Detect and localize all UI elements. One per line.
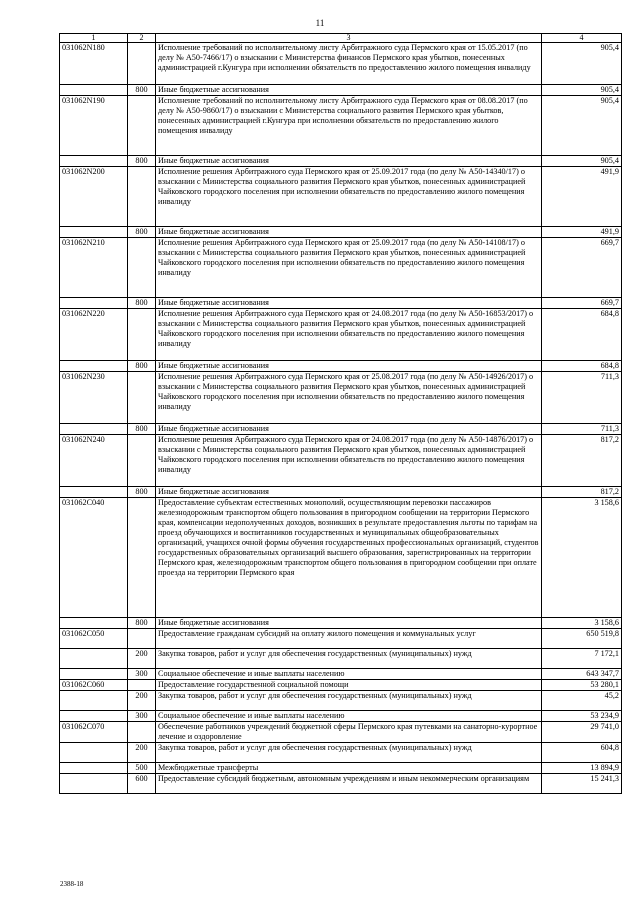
amount-cell: 15 241,3 [542, 774, 622, 794]
code-cell [60, 669, 128, 680]
amount-cell: 669,7 [542, 238, 622, 298]
code-cell [60, 487, 128, 498]
expense-type-cell: 500 [128, 763, 156, 774]
expense-type-cell: 800 [128, 361, 156, 372]
table-row [60, 361, 622, 372]
expense-type-cell [128, 435, 156, 487]
amount-cell: 53 234,9 [542, 711, 622, 722]
amount-cell: 711,3 [542, 372, 622, 424]
amount-cell: 7 172,1 [542, 649, 622, 669]
table-row [60, 649, 622, 669]
description-cell: Исполнение решения Арбитражного суда Пермского края от 24.08.2017 года (по делу № А50-14876/2017) о взыскании с Министерства социального развития Пермского края убытков, понесенных администрацией Чайковского городского поселения при исполнении обязательств по предоставлению жилого помещения инвалиду [156, 435, 542, 487]
code-cell [60, 649, 128, 669]
description-cell: Межбюджетные трансферты [156, 763, 542, 774]
code-cell [60, 298, 128, 309]
expense-type-cell: 200 [128, 743, 156, 763]
expense-type-cell: 800 [128, 487, 156, 498]
table-row [60, 156, 622, 167]
expense-type-cell: 600 [128, 774, 156, 794]
column-header: 4 [542, 34, 622, 43]
description-cell: Иные бюджетные ассигнования [156, 618, 542, 629]
description-cell: Иные бюджетные ассигнования [156, 487, 542, 498]
table-row [60, 743, 622, 763]
budget-table [59, 33, 622, 794]
code-cell [60, 85, 128, 96]
description-cell: Иные бюджетные ассигнования [156, 156, 542, 167]
amount-cell: 905,4 [542, 43, 622, 85]
code-cell: 031062N180 [60, 43, 128, 85]
amount-cell: 711,3 [542, 424, 622, 435]
table-row [60, 96, 622, 156]
table-body [60, 43, 622, 794]
description-cell: Социальное обеспечение и иные выплаты населению [156, 669, 542, 680]
expense-type-cell [128, 43, 156, 85]
description-cell: Исполнение решения Арбитражного суда Пермского края от 25.08.2017 года (по делу № А50-14926/2017) о взыскании с Министерства социального развития Пермского края убытков, понесенных администрацией Чайковского городского поселения при исполнении обязательств по предоставлению жилого помещения инвалиду [156, 372, 542, 424]
code-cell: 031062N230 [60, 372, 128, 424]
code-cell [60, 227, 128, 238]
code-cell: 031062C070 [60, 722, 128, 743]
expense-type-cell [128, 498, 156, 618]
description-cell: Иные бюджетные ассигнования [156, 85, 542, 96]
table-row [60, 43, 622, 85]
description-cell: Исполнение решения Арбитражного суда Пермского края от 25.09.2017 года (по делу № А50-14340/17) о взыскании с Министерства социального развития Пермского края убытков, понесенных администрацией Чайковского городского поселения при исполнении обязательств по предоставлению жилого помещения инвалиду [156, 167, 542, 227]
amount-cell: 3 158,6 [542, 618, 622, 629]
code-cell: 031062N240 [60, 435, 128, 487]
expense-type-cell [128, 96, 156, 156]
document-code: 2388-18 [60, 880, 84, 888]
table-row [60, 691, 622, 711]
amount-cell: 669,7 [542, 298, 622, 309]
expense-type-cell: 300 [128, 711, 156, 722]
expense-type-cell [128, 722, 156, 743]
amount-cell: 29 741,0 [542, 722, 622, 743]
column-header: 1 [60, 34, 128, 43]
table-row [60, 722, 622, 743]
expense-type-cell: 800 [128, 227, 156, 238]
amount-cell: 684,8 [542, 361, 622, 372]
code-cell [60, 691, 128, 711]
description-cell: Закупка товаров, работ и услуг для обеспечения государственных (муниципальных) нужд [156, 743, 542, 763]
description-cell: Закупка товаров, работ и услуг для обеспечения государственных (муниципальных) нужд [156, 649, 542, 669]
description-cell: Предоставление гражданам субсидий на оплату жилого помещения и коммунальных услуг [156, 629, 542, 649]
description-cell: Исполнение решения Арбитражного суда Пермского края от 25.09.2017 года (по делу № А50-14108/17) о взыскании с Министерства социального развития Пермского края убытков, понесенных администрацией Чайковского городского поселения при исполнении обязательств по предоставлению жилого помещения инвалиду [156, 238, 542, 298]
table-row [60, 774, 622, 794]
code-cell: 031062C040 [60, 498, 128, 618]
amount-cell: 13 894,9 [542, 763, 622, 774]
expense-type-cell: 800 [128, 618, 156, 629]
amount-cell: 817,2 [542, 435, 622, 487]
amount-cell: 3 158,6 [542, 498, 622, 618]
table-row [60, 680, 622, 691]
table-row [60, 309, 622, 361]
table-row [60, 763, 622, 774]
code-cell [60, 424, 128, 435]
table-row [60, 435, 622, 487]
table-row [60, 424, 622, 435]
amount-cell: 643 347,7 [542, 669, 622, 680]
amount-cell: 684,8 [542, 309, 622, 361]
amount-cell: 53 280,1 [542, 680, 622, 691]
expense-type-cell: 800 [128, 85, 156, 96]
description-cell: Обеспечение работников учреждений бюджетной сферы Пермского края путевками на санаторно-курортное лечение и оздоровление [156, 722, 542, 743]
description-cell: Исполнение требований по исполнительному листу Арбитражного суда Пермского края от 08.08.2017 (по делу № А50-9860/17) о взыскании с Министерства социального развития Пермского края убытков, понесенных администрацией г.Кунгура при исполнении обязательств по предоставлению жилого помещения инвалиду [156, 96, 542, 156]
code-cell [60, 361, 128, 372]
amount-cell: 491,9 [542, 167, 622, 227]
table-row [60, 629, 622, 649]
amount-cell: 45,2 [542, 691, 622, 711]
expense-type-cell [128, 309, 156, 361]
table-row [60, 669, 622, 680]
column-header: 3 [156, 34, 542, 43]
description-cell: Иные бюджетные ассигнования [156, 424, 542, 435]
code-cell [60, 711, 128, 722]
table-row [60, 238, 622, 298]
expense-type-cell [128, 680, 156, 691]
expense-type-cell: 800 [128, 298, 156, 309]
code-cell: 031062N210 [60, 238, 128, 298]
amount-cell: 817,2 [542, 487, 622, 498]
code-cell [60, 618, 128, 629]
expense-type-cell [128, 238, 156, 298]
code-cell: 031062N220 [60, 309, 128, 361]
expense-type-cell [128, 629, 156, 649]
expense-type-cell: 200 [128, 691, 156, 711]
page-number: 11 [315, 18, 325, 28]
code-cell [60, 774, 128, 794]
table-row [60, 487, 622, 498]
code-cell [60, 743, 128, 763]
amount-cell: 604,8 [542, 743, 622, 763]
description-cell: Предоставление субсидий бюджетным, автономным учреждениям и иным некоммерческим организациям [156, 774, 542, 794]
expense-type-cell: 800 [128, 424, 156, 435]
code-cell: 031062C050 [60, 629, 128, 649]
amount-cell: 650 519,8 [542, 629, 622, 649]
amount-cell: 491,9 [542, 227, 622, 238]
expense-type-cell: 800 [128, 156, 156, 167]
description-cell: Исполнение решения Арбитражного суда Пермского края от 24.08.2017 года (по делу № А50-16853/2017) о взыскании с Министерства социального развития Пермского края убытков, понесенных администрацией Чайковского городского поселения при исполнении обязательств по предоставлению жилого помещения инвалиду [156, 309, 542, 361]
description-cell: Иные бюджетные ассигнования [156, 227, 542, 238]
description-cell: Предоставление субъектам естественных монополий, осуществляющим перевозки пассажиров железнодорожным транспортом общего пользования в пригородном сообщении на территории Пермского края, компенсации недополученных доходов, возникших в результате предоставления льготы по тарифам на проезд обучающихся и воспитанников государственных и муниципальных общеобразовательных организаций, учащихся очной формы обучения государственных профессиональных организаций, студентов государственных образовательных организаций высшего образования, зарегистрированных на территории Пермского края, железнодорожным транспортом общего пользования в пригородном сообщении при оплате проезда на территории Пермского края [156, 498, 542, 618]
amount-cell: 905,4 [542, 96, 622, 156]
code-cell: 031062N200 [60, 167, 128, 227]
description-cell: Предоставление государственной социальной помощи [156, 680, 542, 691]
code-cell [60, 156, 128, 167]
code-cell: 031062C060 [60, 680, 128, 691]
description-cell: Иные бюджетные ассигнования [156, 361, 542, 372]
table-row [60, 298, 622, 309]
code-cell [60, 763, 128, 774]
table-row [60, 618, 622, 629]
table-row [60, 372, 622, 424]
table-row [60, 227, 622, 238]
table-row [60, 85, 622, 96]
amount-cell: 905,4 [542, 85, 622, 96]
table-row [60, 498, 622, 618]
description-cell: Закупка товаров, работ и услуг для обеспечения государственных (муниципальных) нужд [156, 691, 542, 711]
table-row [60, 711, 622, 722]
description-cell: Социальное обеспечение и иные выплаты населению [156, 711, 542, 722]
expense-type-cell: 200 [128, 649, 156, 669]
table-row [60, 167, 622, 227]
table-header-row [60, 34, 622, 43]
amount-cell: 905,4 [542, 156, 622, 167]
description-cell: Иные бюджетные ассигнования [156, 298, 542, 309]
column-header: 2 [128, 34, 156, 43]
description-cell: Исполнение требований по исполнительному листу Арбитражного суда Пермского края от 15.05.2017 (по делу № А50-7466/17) о взыскании с Министерства финансов Пермского края убытков, понесенных администрацией г.Кунгура при исполнении обязательств по предоставлению жилого помещения инвалиду [156, 43, 542, 85]
code-cell: 031062N190 [60, 96, 128, 156]
expense-type-cell [128, 372, 156, 424]
expense-type-cell [128, 167, 156, 227]
expense-type-cell: 300 [128, 669, 156, 680]
